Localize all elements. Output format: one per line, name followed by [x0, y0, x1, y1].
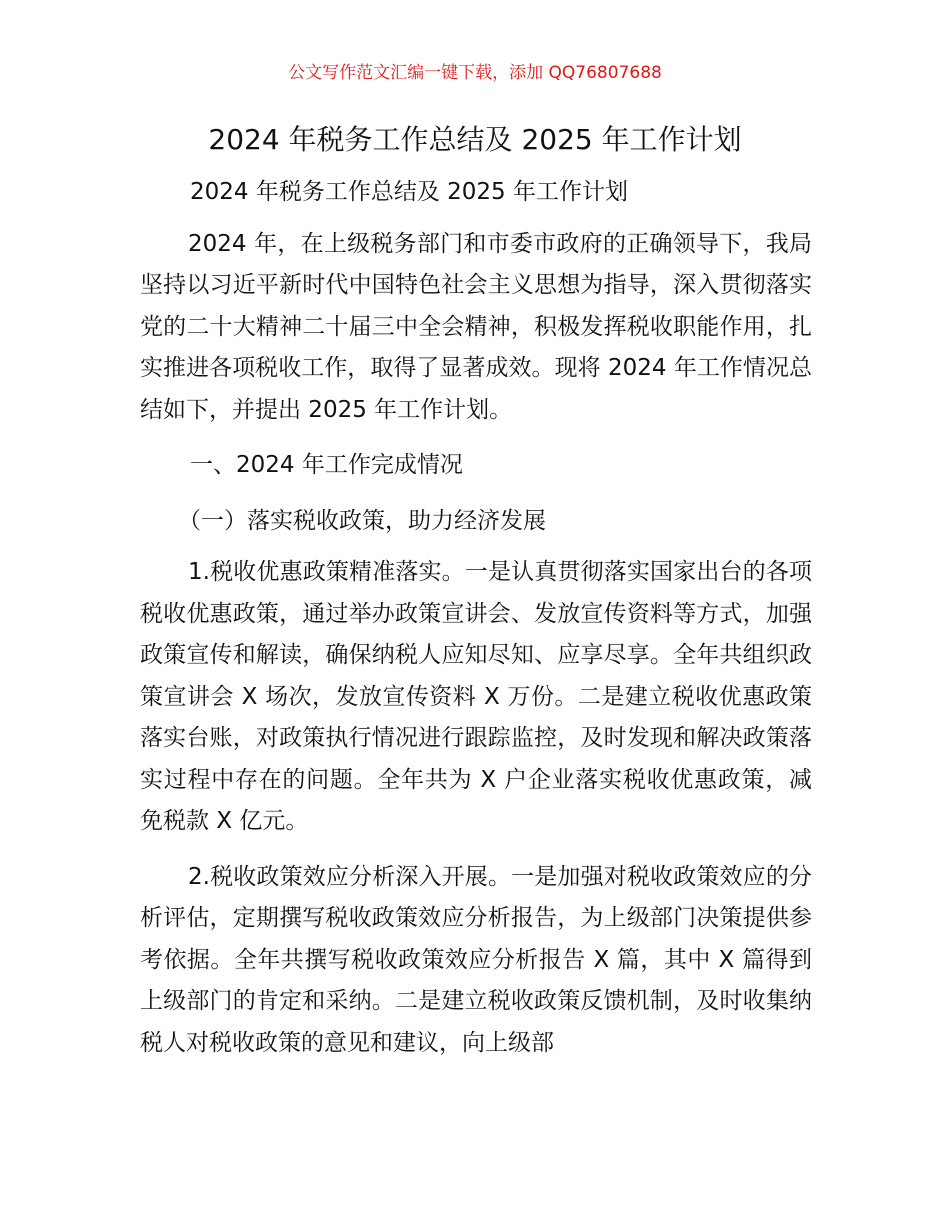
- document-title: 2024 年税务工作总结及 2025 年工作计划: [208, 123, 742, 156]
- download-banner: 公文写作范文汇编一键下载，添加 QQ76807688: [288, 63, 662, 83]
- document-subtitle: 2024 年税务工作总结及 2025 年工作计划: [190, 179, 628, 205]
- intro-paragraph: 2024 年，在上级税务部门和市委市政府的正确领导下，我局坚持以习近平新时代中国特色社会主义思想为指导，深入贯彻落实党的二十大精神二十届三中全会精神，积极发挥税收职能作用，扎实推进各项税收工作，取得了显著成效。现将 2024 年工作情况总结如下，并提出 2025 年工作计划。: [140, 230, 812, 423]
- document-body: [140, 172, 812, 1064]
- item-1-paragraph: 1.税收优惠政策精准落实。一是认真贯彻落实国家出台的各项税收优惠政策，通过举办政策宣讲会、发放宣传资料等方式，加强政策宣传和解读，确保纳税人应知尽知、应享尽享。全年共组织政策宣讲会 X 场次，发放宣传资料 X 万份。二是建立税收优惠政策落实台账，对政策执行情况进行跟踪监控，及时发现和解决政策落实过程中存在的问题。全年共为 X 户企业落实税收优惠政策，减免税款 X 亿元。: [140, 559, 812, 834]
- subsection-heading: （一）落实税收政策，助力经济发展: [178, 507, 546, 534]
- item-2-paragraph: 2.税收政策效应分析深入开展。一是加强对税收政策效应的分析评估，定期撰写税收政策效应分析报告，为上级部门决策提供参考依据。全年共撰写税收政策效应分析报告 X 篇，其中 X 篇得到上级部门的肯定和采纳。二是建立税收政策反馈机制，及时收集纳税人对税收政策的意见和建议，向上级部: [140, 863, 812, 1056]
- section-heading: 一、2024 年工作完成情况: [190, 452, 463, 478]
